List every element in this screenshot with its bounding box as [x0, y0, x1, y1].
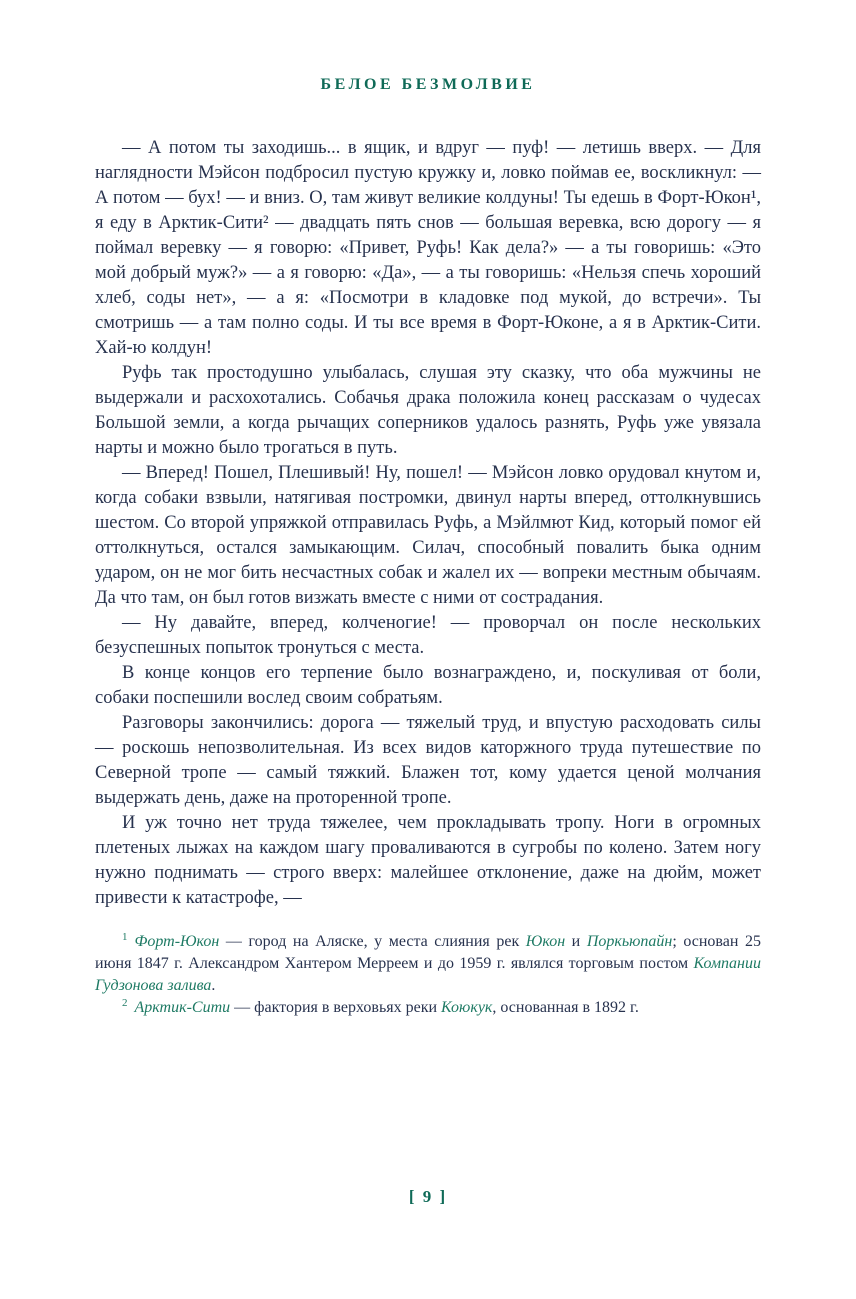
paragraph-4: — Ну давайте, вперед, колченогие! — проворчал он после нескольких безуспешных попыток тронуться с места.	[95, 613, 761, 658]
footnote-2-marker: 2	[122, 996, 128, 1009]
footnote-1-term: Форт-Юкон	[134, 933, 220, 950]
footnote-1-text-3: ; основан 25 июня 1847 г. Александром Хантером Мерреем и до 1959 г. являлся торговым постом	[95, 933, 761, 972]
footnote-2	[95, 997, 761, 1019]
paragraph-6: Разговоры закончились: дорога — тяжелый труд, и впустую расходовать силы — роскошь непозволительная. Из всех видов каторжного труда путешествие по Северной тропе — самый тяжкий. Блажен тот, кому удается ценой молчания выдержать день, даже на проторенной тропе.	[95, 713, 761, 808]
footnote-2-text: — фактория в верховьях реки	[230, 999, 442, 1016]
page-number: [ 9 ]	[408, 1187, 448, 1206]
footnote-1	[95, 931, 761, 997]
footnote-2-term: Арктик-Сити	[134, 999, 231, 1016]
footnote-1-term-4: Компании Гудзонова залива	[95, 955, 761, 994]
paragraph-7: И уж точно нет труда тяжелее, чем прокладывать тропу. Ноги в огромных плетеных лыжах на каждом шагу проваливаются в сугробы по колено. Затем ногу нужно поднимать — строго вверх: малейшее отклонение, даже на дюйм, может привести к катастрофе, —	[95, 813, 761, 908]
footnote-1-term-2: Юкон	[525, 933, 566, 950]
paragraph-1: — А потом ты заходишь... в ящик, и вдруг — пуф! — летишь вверх. — Для наглядности Мэйсон подбросил пустую кружку и, ловко поймав ее, воскликнул: — А потом — бух! — и вниз. О, там живут великие колдуны! Ты едешь в Форт-Юкон¹, я еду в Арктик-Сити² — двадцать пять снов — большая веревка, всю дорогу — я поймал веревку — я говорю: «Привет, Руфь! Как дела?» — а ты говоришь: «Это мой добрый муж?» — а я говорю: «Да», — а ты говоришь: «Нельзя спечь хороший хлеб, соды нет», — а я: «Посмотри в кладовке под мукой, до встречи». Ты смотришь — а там полно соды. И ты все время в Форт-Юконе, а я в Арктик-Сити. Хай-ю колдун!	[95, 138, 761, 358]
footnote-2-term-2: Коюкук	[441, 999, 493, 1016]
footnote-1-marker: 1	[122, 930, 128, 943]
footnote-1-text-2: и	[565, 933, 587, 950]
footnote-1-term-3: Поркьюпайн	[586, 933, 673, 950]
text-block	[95, 136, 761, 911]
footnote-1-text-4: .	[211, 977, 216, 994]
footnote-2-text-2: , основанная в 1892 г.	[492, 999, 639, 1016]
paragraph-2: Руфь так простодушно улыбалась, слушая эту сказку, что оба мужчины не выдержали и расхохотались. Собачья драка положила конец рассказам о чудесах Большой земли, а когда рычащих соперников удалось разнять, Руфь уже увязала нарты и можно было трогаться в путь.	[95, 363, 761, 458]
footnote-1-text: — город на Аляске, у места слияния рек	[219, 933, 526, 950]
paragraph-3: — Вперед! Пошел, Плешивый! Ну, пошел! — Мэйсон ловко орудовал кнутом и, когда собаки взвыли, натягивая постромки, двинул нарты вперед, оттолкнувшись шестом. Со второй упряжкой отправилась Руфь, а Мэйлмют Кид, который помог ей оттолкнуться, остался замыкающим. Силач, способный повалить быка одним ударом, он не мог бить несчастных собак и жалел их — вопреки местным обычаям. Да что там, он был готов визжать вместе с ними от сострадания.	[95, 463, 761, 608]
footnotes-block	[95, 931, 761, 1019]
paragraph-5: В конце концов его терпение было вознаграждено, и, поскуливая от боли, собаки поспешили вослед своим собратьям.	[95, 663, 761, 708]
running-header-title: БЕЛОЕ БЕЗМОЛВИЕ	[320, 76, 536, 93]
